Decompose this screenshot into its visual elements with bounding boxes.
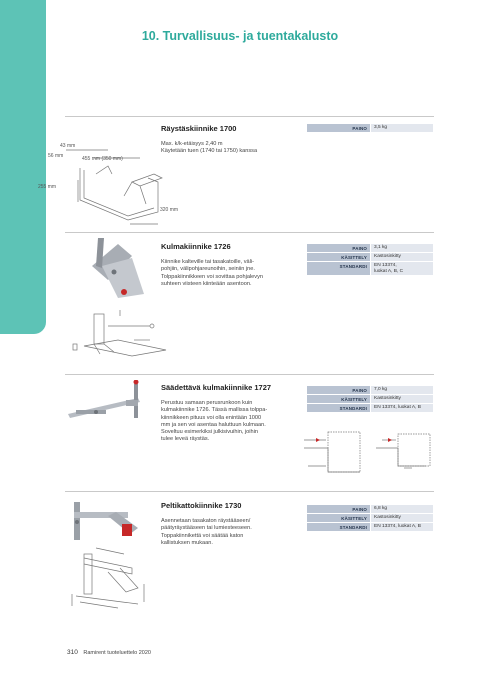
spec-row — [307, 404, 433, 412]
spec-row — [307, 244, 433, 252]
adjustable-bracket-1727-diagram — [300, 426, 440, 486]
dimension-label: 43 mm — [60, 143, 76, 149]
spec-row — [307, 386, 433, 394]
adjustable-bracket-1727-photo — [66, 380, 152, 420]
product-title: Peltikattokiinnike 1730 — [161, 501, 242, 510]
spec-row — [307, 514, 433, 522]
spec-value: Kastosinkitty — [371, 253, 433, 261]
spec-value: 3,1 kg — [371, 244, 433, 252]
spec-value: Kastosinkitty — [371, 514, 433, 522]
dimension-label: 255 mm — [38, 184, 57, 190]
section-divider — [65, 232, 434, 233]
spec-label: STANDARDI — [307, 404, 370, 412]
spec-label: KÄSITTELY — [307, 395, 370, 403]
spec-row — [307, 262, 433, 275]
spec-value: Kastosinkitty — [371, 395, 433, 403]
footer-text: Ramirent tuoteluettelo 2020 — [83, 650, 151, 656]
corner-bracket-1726-photo — [88, 236, 146, 302]
page-footer — [67, 649, 151, 656]
spec-row — [307, 124, 433, 132]
spec-value: EN 13374, luokat A, B — [371, 523, 433, 531]
product-description: Kiinnike kalteville tai tasakatoille, väli- pohjiin, välipohjareunoihin, seiniin jne. Tolppakiinnikkeen voi sovittaa pohjalevyn suhteen viisteen kiinteään asentoon. — [161, 259, 263, 287]
section-divider — [65, 374, 434, 375]
page-title: 10. Turvallisuus- ja tuentakalusto — [141, 29, 339, 43]
spec-label: STANDARDI — [307, 262, 370, 275]
spec-value: EN 13374, luokat A, B — [371, 404, 433, 412]
bracket-1700-drawing — [36, 138, 186, 230]
spec-label: PAINO — [307, 124, 370, 132]
spec-value: 6,8 kg — [371, 505, 433, 513]
spec-value: 3,5 kg — [371, 124, 433, 132]
spec-value: EN 13374, luokat A, B, C — [371, 262, 433, 275]
spec-label: PAINO — [307, 244, 370, 252]
product-title: Kulmakiinnike 1726 — [161, 242, 231, 251]
spec-row — [307, 395, 433, 403]
spec-table — [307, 505, 433, 532]
spec-row — [307, 523, 433, 531]
spec-label: KÄSITTELY — [307, 514, 370, 522]
spec-table — [307, 244, 433, 276]
product-description: Max. k/k-etäisyys 2,40 m Käytetään tuen (1740 tai 1750) kanssa — [161, 141, 258, 155]
page-number: 310 — [67, 649, 78, 656]
spec-row — [307, 253, 433, 261]
spec-label: PAINO — [307, 505, 370, 513]
spec-label: PAINO — [307, 386, 370, 394]
product-description: Perustuu samaan perusrunkoon kuin kulmakiinnike 1726. Tässä mallissa tolppa- kiinnikkeen pituus voi olla enintään 1000 mm ja sen voi asentaa haluttuun kulmaan. Soveltuu esimerkiksi julkisivuihin, joihin tulee leveä räystäs. — [161, 400, 268, 443]
spec-row — [307, 505, 433, 513]
spec-label: KÄSITTELY — [307, 253, 370, 261]
spec-table — [307, 386, 433, 413]
dimension-label: 455 mm (350 mm) — [82, 156, 123, 162]
corner-bracket-1726-drawing — [70, 306, 168, 366]
product-title: Säädettävä kulmakiinnike 1727 — [161, 383, 272, 392]
section-divider — [65, 491, 434, 492]
dimension-label: 320 mm — [160, 207, 179, 213]
metal-roof-bracket-1730-drawing — [68, 544, 154, 614]
spec-value: 7,0 kg — [371, 386, 433, 394]
section-divider — [65, 116, 434, 117]
metal-roof-bracket-1730-photo — [68, 498, 150, 544]
spec-label: STANDARDI — [307, 523, 370, 531]
spec-table — [307, 124, 433, 133]
dimension-label: 56 mm — [48, 153, 64, 159]
product-title: Räystäskiinnike 1700 — [161, 124, 237, 133]
product-description: Asennetaan tasakaton räystääseen/ päätyräystääseen tai lumiesteeseen. Toppakiinnikettä voi säätää katon kallistuksen mukaan. — [161, 518, 252, 546]
